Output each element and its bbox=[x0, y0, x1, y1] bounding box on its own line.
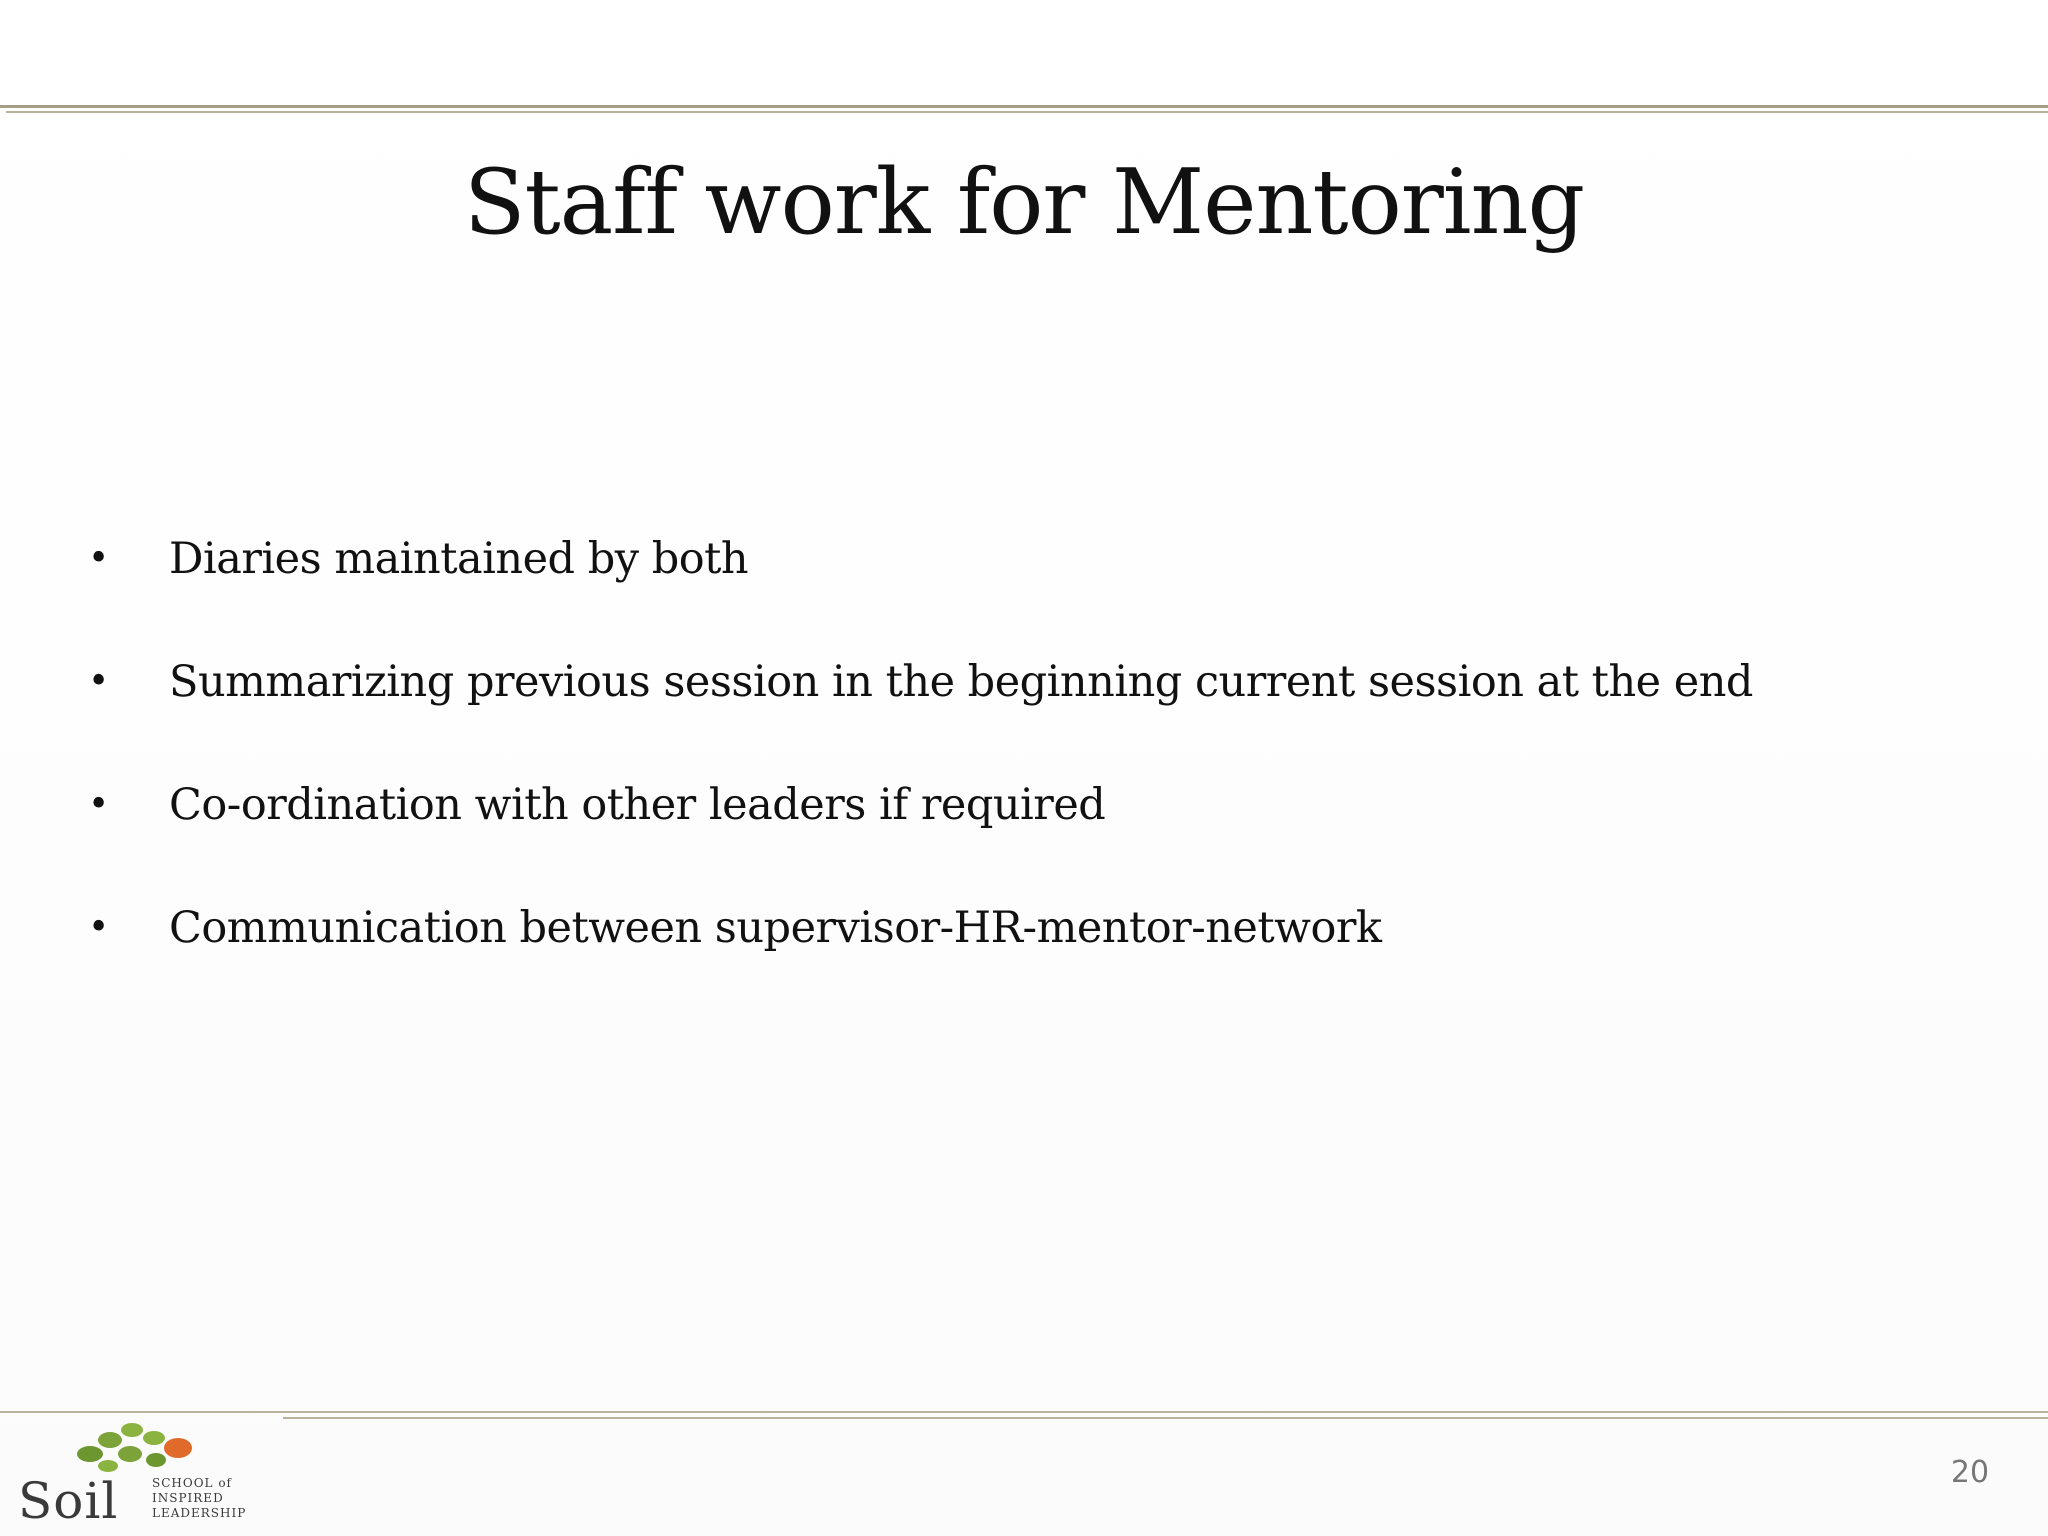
leaf-cluster-icon bbox=[70, 1420, 200, 1480]
bullet-text: Co-ordination with other leaders if required bbox=[169, 780, 1106, 830]
list-item bbox=[88, 530, 1753, 653]
logo-tagline bbox=[152, 1476, 246, 1521]
bottom-rule-outer bbox=[0, 1411, 2048, 1413]
bottom-rule-inner bbox=[283, 1417, 2048, 1419]
bullet-icon: • bbox=[88, 661, 109, 702]
list-item bbox=[88, 653, 1753, 776]
list-item bbox=[88, 899, 1753, 1022]
top-rule-inner bbox=[6, 111, 2048, 113]
bullet-list bbox=[88, 530, 1753, 1022]
bullet-icon: • bbox=[88, 907, 109, 948]
bullet-icon: • bbox=[88, 538, 109, 579]
bullet-text: Diaries maintained by both bbox=[169, 534, 749, 584]
top-rule-outer bbox=[0, 105, 2048, 108]
page-number: 20 bbox=[1950, 1455, 1990, 1490]
soil-logo bbox=[18, 1420, 288, 1530]
logo-line: LEADERSHIP bbox=[152, 1506, 247, 1520]
bullet-text: Summarizing previous session in the beginning current session at the end bbox=[169, 657, 1753, 707]
bullet-icon: • bbox=[88, 784, 109, 825]
slide-title: Staff work for Mentoring bbox=[463, 150, 1585, 255]
list-item bbox=[88, 776, 1753, 899]
logo-line: SCHOOL of bbox=[152, 1476, 232, 1490]
logo-line: INSPIRED bbox=[152, 1491, 224, 1505]
logo-word: Soil bbox=[18, 1472, 119, 1530]
bullet-text: Communication between supervisor-HR-mentor-network bbox=[169, 903, 1382, 953]
